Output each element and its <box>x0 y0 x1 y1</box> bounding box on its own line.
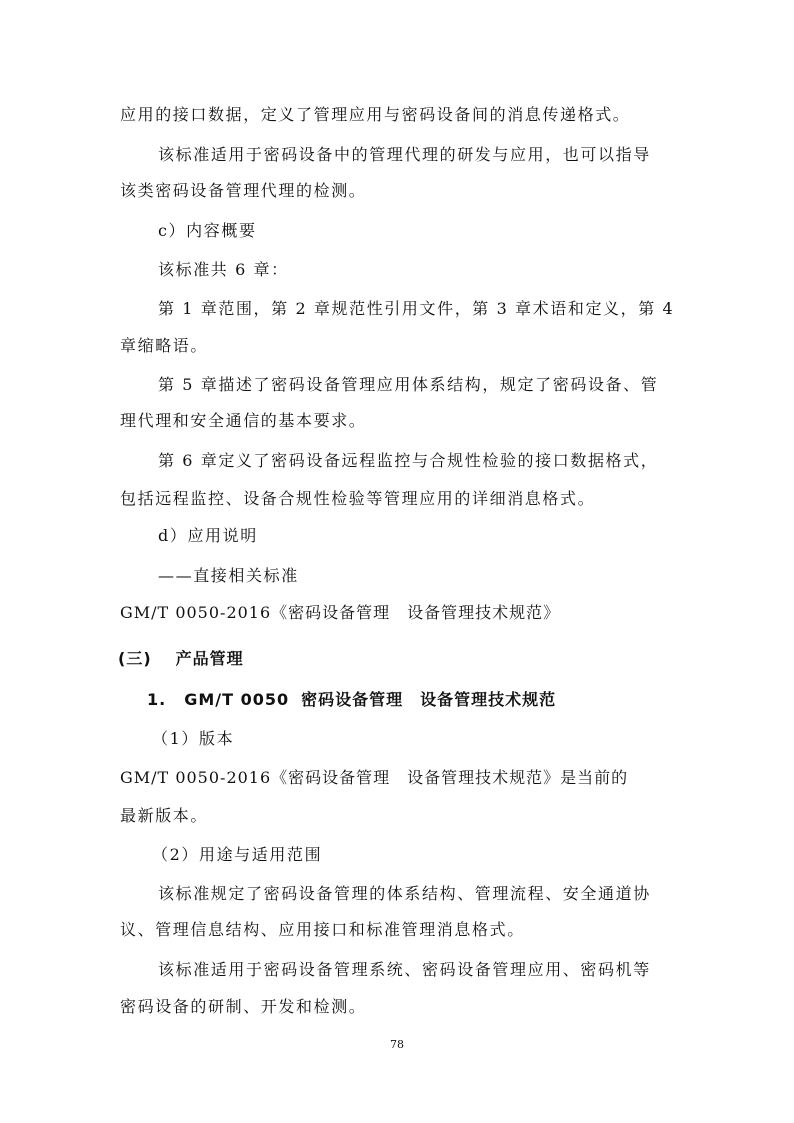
body-text-line: 章缩略语。 <box>120 336 209 355</box>
body-text-line: ——直接相关标准 <box>158 566 299 585</box>
body-text-line: GM/T 0050-2016《密码设备管理 设备管理技术规范》是当前的 <box>120 768 629 787</box>
page-number: 78 <box>390 1038 404 1051</box>
list-label: （2）用途与适用范围 <box>152 845 323 864</box>
body-text-line: 该标准适用于密码设备管理系统、密码设备管理应用、密码机等 <box>158 960 651 979</box>
body-text-line: GM/T 0050-2016《密码设备管理 设备管理技术规范》 <box>120 603 561 622</box>
body-text-line: 第 1 章范围，第 2 章规范性引用文件，第 3 章术语和定义，第 4 <box>158 299 675 318</box>
body-text-line: 理代理和安全通信的基本要求。 <box>120 411 367 430</box>
body-text-line: 该标准规定了密码设备管理的体系结构、管理流程、安全通道协 <box>158 884 651 903</box>
body-text-line: 最新版本。 <box>120 806 209 825</box>
body-text-line: 包括远程监控、设备合规性检验等管理应用的详细消息格式。 <box>120 489 596 508</box>
subsection-code: GM/T 0050 <box>184 690 290 709</box>
list-label: c）内容概要 <box>158 221 257 240</box>
list-label: （1）版本 <box>152 729 235 748</box>
body-text-line: 议、管理信息结构、应用接口和标准管理消息格式。 <box>120 920 525 939</box>
body-text-line: 第 5 章描述了密码设备管理应用体系结构，规定了密码设备、管 <box>158 375 659 394</box>
list-label: d）应用说明 <box>158 526 258 545</box>
body-text-line: 应用的接口数据，定义了管理应用与密码设备间的消息传递格式。 <box>120 105 631 124</box>
subsection-title: 密码设备管理 设备管理技术规范 <box>301 690 557 709</box>
section-title: 产品管理 <box>175 649 244 668</box>
body-text-line: 该标准适用于密码设备中的管理代理的研发与应用，也可以指导 <box>158 145 651 164</box>
subsection-number: 1. <box>147 690 167 709</box>
subsection-heading <box>0 689 794 711</box>
body-text-line: 第 6 章定义了密码设备远程监控与合规性检验的接口数据格式， <box>158 451 659 470</box>
section-marker: (三) <box>118 649 152 668</box>
body-text-line: 该标准共 6 章： <box>158 260 289 279</box>
section-heading <box>0 648 794 670</box>
body-text-line: 该类密码设备管理代理的检测。 <box>120 181 367 200</box>
body-text-line: 密码设备的研制、开发和检测。 <box>120 997 367 1016</box>
